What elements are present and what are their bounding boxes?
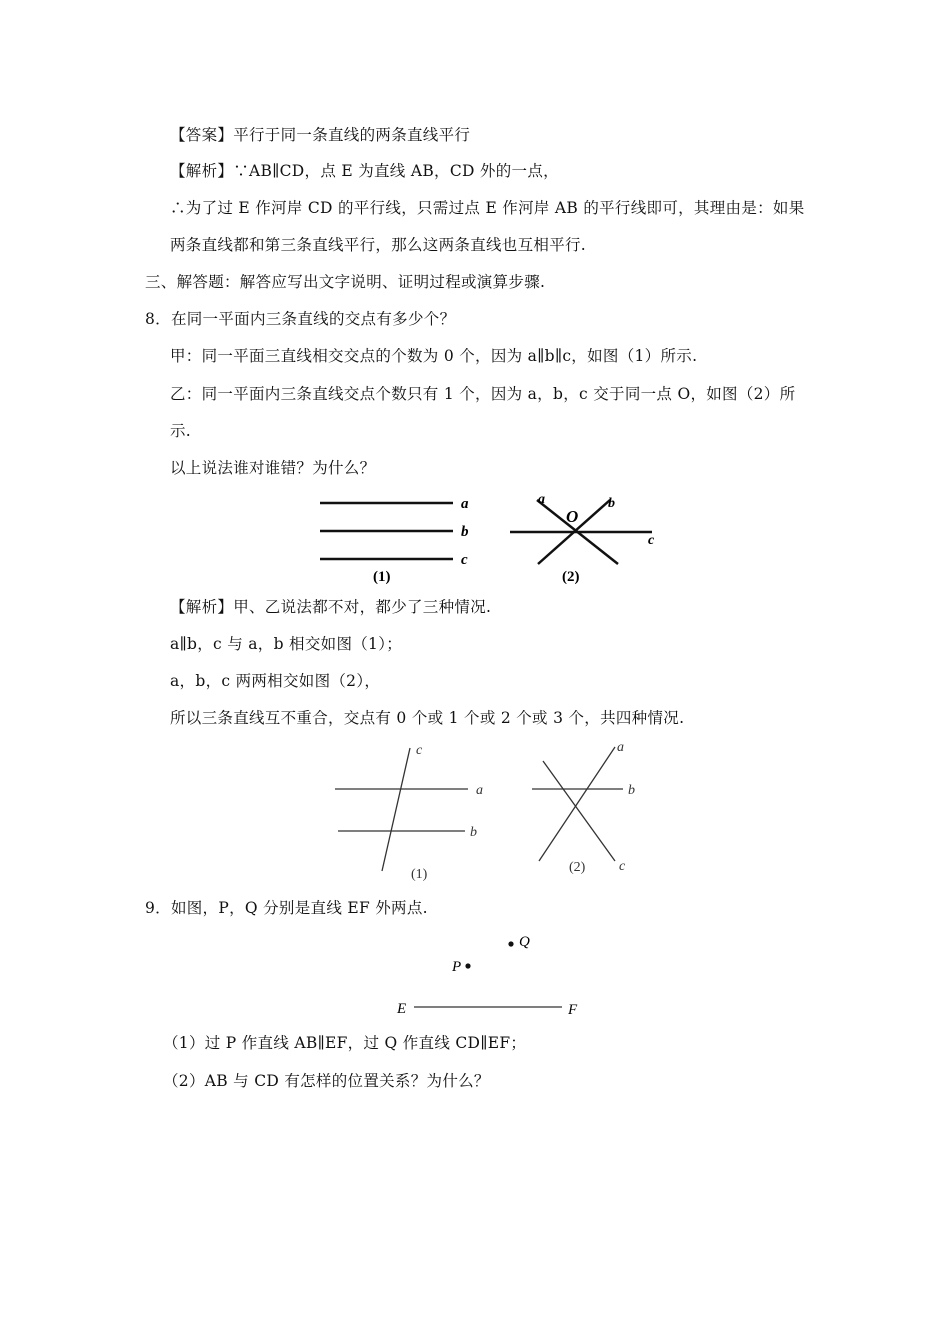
- label-e: E: [397, 1001, 407, 1017]
- fig1-caption: (1): [373, 569, 391, 585]
- q8-analysis-figure-1: [330, 738, 500, 886]
- label-q: Q: [519, 934, 530, 950]
- analysis1-line2: ∴为了过 E 作河岸 CD 的平行线，只需过点 E 作河岸 AB 的平行线即可，其理由是：如果: [170, 199, 805, 217]
- label-f: F: [568, 1002, 578, 1018]
- point-q: [508, 941, 513, 946]
- fig4-line-a: [539, 747, 615, 861]
- analysis1-label: 【解析】: [170, 162, 234, 180]
- q8-analysis-line2: a∥b，c 与 a，b 相交如图（1）；: [170, 635, 403, 653]
- analysis1-line1: [170, 161, 559, 181]
- q8-figure-1: [315, 488, 495, 588]
- q8-yi-line1: 乙：同一平面内三条直线交点个数只有 1 个，因为 a，b，c 交于同一点 O，如图（2）所: [170, 385, 796, 403]
- fig3-label-a: a: [476, 783, 483, 798]
- fig3-line-c: [382, 748, 410, 871]
- section-heading: 三、解答题：解答应写出文字说明、证明过程或演算步骤.: [145, 273, 546, 291]
- q8-analysis-figure-2: [525, 735, 675, 883]
- q9-part1: （1）过 P 作直线 AB∥EF，过 Q 作直线 CD∥EF；: [163, 1034, 527, 1052]
- q8-title: 8．在同一平面内三条直线的交点有多少个？: [145, 310, 456, 328]
- fig2-caption: (2): [562, 569, 580, 585]
- fig4-line-c: [543, 761, 615, 861]
- fig2-label-b: b: [608, 496, 615, 511]
- answer-label: 【答案】: [170, 126, 234, 144]
- fig4-label-a: a: [617, 740, 624, 755]
- q8-analysis-line4: 所以三条直线互不重合，交点有 0 个或 1 个或 2 个或 3 个，共四种情况.: [170, 709, 685, 727]
- label-p: P: [452, 959, 462, 975]
- point-p: [465, 963, 470, 968]
- fig3-caption: (1): [411, 867, 428, 882]
- fig4-label-b: b: [628, 783, 635, 798]
- q8-yi-line2: 示.: [170, 422, 192, 440]
- fig2-label-o: O: [566, 507, 579, 526]
- fig4-label-c: c: [619, 859, 626, 874]
- q8-analysis-label: 【解析】: [170, 598, 234, 616]
- q9-figure: [390, 925, 590, 1025]
- q8-ask: 以上说法谁对谁错？为什么？: [170, 459, 376, 477]
- answer-text: 平行于同一条直线的两条直线平行: [233, 126, 471, 144]
- q8-analysis-line1: [170, 597, 491, 617]
- q8-analysis-text1: 甲、乙说法都不对，都少了三种情况.: [233, 598, 492, 616]
- q9-title: 9．如图，P，Q 分别是直线 EF 外两点.: [145, 899, 428, 917]
- fig2-label-a: a: [538, 492, 545, 507]
- fig3-label-c: c: [416, 743, 423, 758]
- q8-figure-2: [500, 488, 680, 588]
- analysis1-line3: 两条直线都和第三条直线平行，那么这两条直线也互相平行.: [170, 236, 587, 254]
- fig3-label-b: b: [470, 825, 477, 840]
- fig4-caption: (2): [569, 860, 586, 875]
- q8-jia: 甲：同一平面三直线相交交点的个数为 0 个，因为 a∥b∥c，如图（1）所示.: [170, 347, 698, 365]
- answer-line: [170, 125, 470, 145]
- fig2-label-c: c: [648, 533, 655, 548]
- fig1-label-b: b: [461, 524, 469, 540]
- fig1-label-a: a: [461, 496, 469, 512]
- analysis1-text1: ∵AB∥CD，点 E 为直线 AB，CD 外的一点，: [233, 162, 559, 180]
- q9-part2: （2）AB 与 CD 有怎样的位置关系？为什么？: [163, 1072, 490, 1090]
- fig1-label-c: c: [461, 552, 468, 568]
- q8-analysis-line3: a，b，c 两两相交如图（2），: [170, 672, 381, 690]
